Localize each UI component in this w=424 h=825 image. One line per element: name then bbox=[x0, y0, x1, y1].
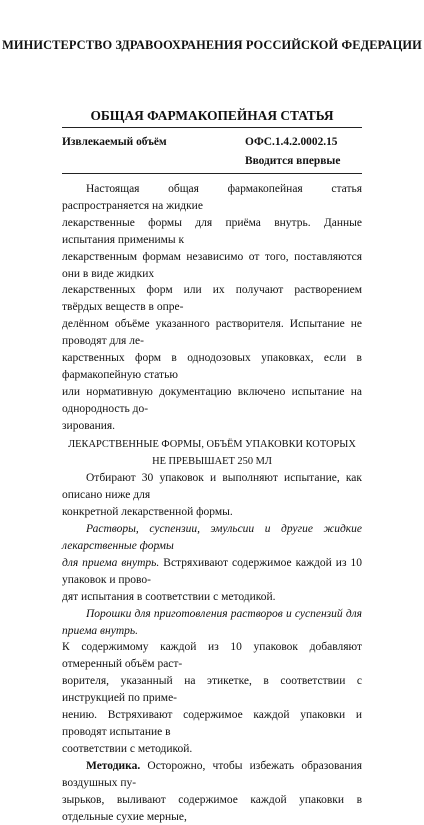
header-divider-top bbox=[62, 127, 362, 128]
subheading-line: ЛЕКАРСТВЕННЫЕ ФОРМЫ, ОБЪЁМ УПАКОВКИ КОТОРЫХ bbox=[68, 438, 356, 450]
text-line: или нормативную документацию включено испытание на однородность до- bbox=[62, 385, 362, 415]
text-line: нению. Встряхивают содержимое каждой упаковки и проводят испытание в bbox=[62, 709, 362, 738]
text-line: лекарственные формы для приёма внутрь. Данные испытания применимы к bbox=[62, 216, 362, 246]
method-paragraph bbox=[62, 758, 362, 825]
text-run: Встряхивают содержимое каждой из 10 упаковок и прово- bbox=[62, 556, 362, 586]
text-line: соответствии с методикой. bbox=[62, 742, 193, 755]
text-line-italic: Растворы, суспензии, эмульсии и другие жидкие лекарственные формы bbox=[62, 523, 362, 553]
text-line: лекарственных форм или их получают растворением твёрдых веществ в опре- bbox=[62, 284, 362, 314]
text-line: К содержимому каждой из 10 упаковок добавляют отмеренный объём раст- bbox=[62, 641, 362, 671]
text-line: делённом объёме указанного растворителя. Испытание не проводят для ле- bbox=[62, 318, 362, 348]
text-line: конкретной лекарственной формы. bbox=[62, 506, 233, 519]
article-name: Извлекаемый объём bbox=[62, 136, 167, 148]
text-line bbox=[62, 555, 362, 589]
solutions-paragraph bbox=[62, 521, 362, 606]
text-line: лекарственным формам независимо от того, поставляются они в виде жидких bbox=[62, 250, 362, 280]
text-line: Настоящая общая фармакопейная статья распространяется на жидкие bbox=[62, 183, 362, 212]
header-divider-bottom bbox=[62, 173, 362, 174]
text-line: зырьков, выливают содержимое каждой упаковки в отдельные сухие мерные, bbox=[62, 793, 362, 823]
text-line: ворителя, указанный на этикетке, в соответствии с инструкцией по приме- bbox=[62, 675, 362, 705]
text-line: зирования. bbox=[62, 419, 116, 432]
italic-run: для приема внутрь. bbox=[62, 556, 160, 569]
article-body bbox=[62, 181, 362, 825]
article-code: ОФС.1.4.2.0002.15 bbox=[245, 136, 338, 148]
section-subheading bbox=[62, 437, 362, 471]
subheading-line: НЕ ПРЕВЫШАЕТ 250 МЛ bbox=[152, 455, 272, 467]
text-run: Осторожно, чтобы избежать образования воздушных пу- bbox=[62, 759, 362, 789]
text-line bbox=[62, 758, 362, 792]
text-line: карственных форм в однодозовых упаковках, если в фармакопейную статью bbox=[62, 352, 362, 381]
article-type-title: ОБЩАЯ ФАРМАКОПЕЙНАЯ СТАТЬЯ bbox=[90, 108, 334, 123]
article-introduced-note: Вводится впервые bbox=[245, 155, 341, 167]
intro-paragraph bbox=[62, 181, 362, 435]
text-line-italic: Порошки для приготовления растворов и суспензий для приема внутрь. bbox=[62, 607, 362, 637]
powders-paragraph bbox=[62, 606, 362, 758]
selection-paragraph bbox=[62, 470, 362, 521]
text-line: Отбирают 30 упаковок и выполняют испытание, как описано ниже для bbox=[62, 472, 362, 502]
text-line: дят испытания в соответствии с методикой. bbox=[62, 590, 276, 603]
ministry-header: МИНИСТЕРСТВО ЗДРАВООХРАНЕНИЯ РОССИЙСКОЙ ФЕДЕРАЦИИ bbox=[2, 38, 422, 52]
bold-run: Методика. bbox=[86, 759, 141, 772]
